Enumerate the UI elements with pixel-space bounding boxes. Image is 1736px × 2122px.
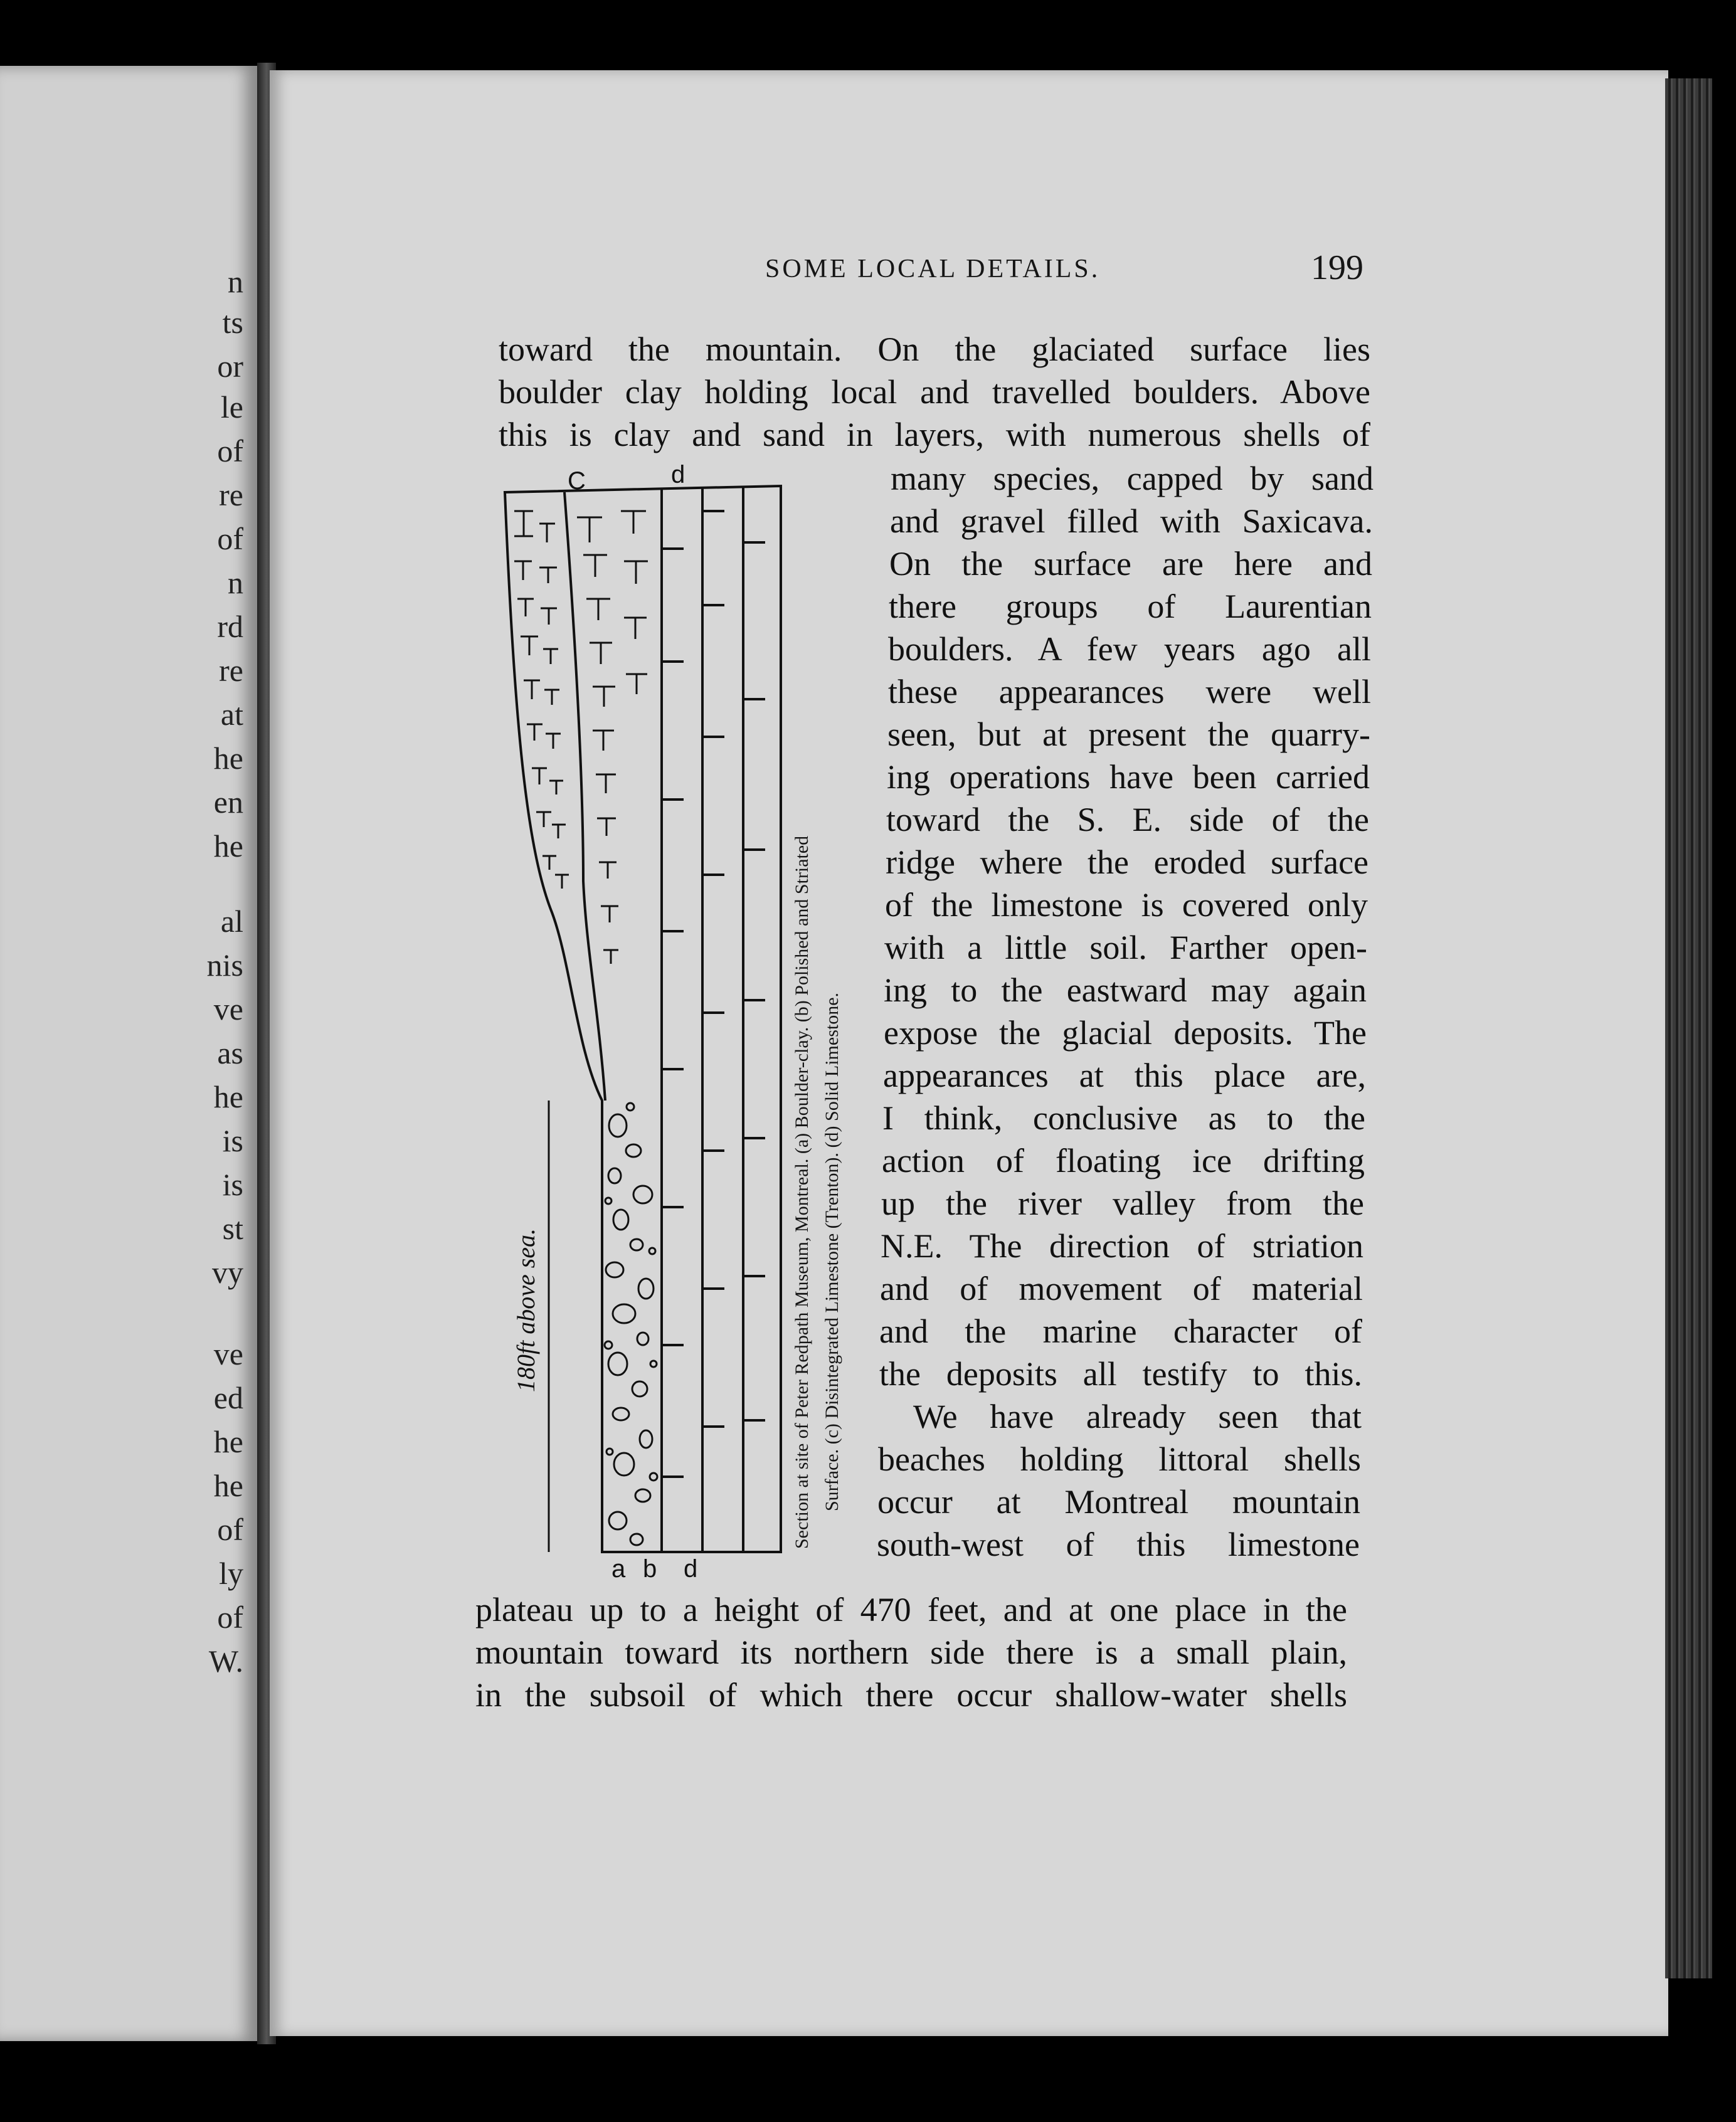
- body-line: ing to the eastward may again: [884, 971, 1367, 1009]
- left-page-fragment: is: [222, 1123, 243, 1158]
- body-line: seen, but at present the quarry-: [887, 715, 1370, 753]
- body-line: boulder clay holding local and travelled boulders. Above: [499, 373, 1370, 411]
- body-line: south-west of this limestone: [877, 1526, 1360, 1563]
- body-line: and of movement of material: [880, 1270, 1363, 1307]
- left-page-fragment: n: [228, 565, 243, 600]
- running-title: SOME LOCAL DETAILS.: [765, 255, 1101, 283]
- page-number: 199: [1311, 248, 1363, 287]
- left-page-fragment: ed: [213, 1380, 243, 1415]
- body-line: We have already seen that: [913, 1398, 1362, 1435]
- body-line: expose the glacial deposits. The: [884, 1014, 1367, 1052]
- left-page-fragment: ve: [213, 1336, 243, 1371]
- caption-line: Section at site of Peter Redpath Museum, Montreal. (a) Boulder-clay. (b) Polished and Striated: [791, 835, 812, 1549]
- left-page-fragment: at: [220, 697, 243, 732]
- left-page-fragment: en: [213, 784, 243, 820]
- figure-letter-b: b: [643, 1555, 657, 1583]
- figure-letter-c: C: [568, 467, 586, 495]
- body-line: N.E. The direction of striation: [881, 1227, 1363, 1265]
- body-line: occur at Montreal mountain: [877, 1483, 1360, 1521]
- left-page-fragment: or: [217, 349, 243, 384]
- left-page-fragment: he: [213, 1468, 243, 1503]
- figure-caption: [787, 470, 847, 1549]
- left-page-fragment: ve: [213, 991, 243, 1027]
- left-page-fragment: nis: [206, 948, 243, 983]
- body-line: in the subsoil of which there occur shallow-water shells: [475, 1676, 1347, 1714]
- body-line: many species, capped by sand: [891, 460, 1373, 497]
- left-page-fragment: he: [213, 1079, 243, 1114]
- body-line: toward the S. E. side of the: [886, 801, 1369, 838]
- left-page-fragment: vy: [212, 1255, 243, 1290]
- body-line: On the surface are here and: [889, 545, 1372, 583]
- body-line: appearances at this place are,: [883, 1057, 1366, 1094]
- body-line: these appearances were well: [888, 673, 1371, 710]
- figure-letter-d-bottom: d: [684, 1555, 698, 1583]
- sea-level-label: 180ft above sea.: [512, 1228, 540, 1392]
- figure-letter-d-top: d: [671, 461, 685, 488]
- left-page-fragment: re: [219, 477, 243, 512]
- left-page-fragment: he: [213, 1424, 243, 1459]
- page-edges: [1665, 78, 1712, 1978]
- left-page-fragment: re: [219, 653, 243, 688]
- left-page-fragment: st: [222, 1211, 243, 1246]
- left-page-fragment: le: [220, 389, 243, 425]
- caption-line: Surface. (c) Disintegrated Limestone (Trenton). (d) Solid Limestone.: [822, 992, 842, 1511]
- body-line: up the river valley from the: [881, 1185, 1364, 1222]
- body-line: ing operations have been carried: [887, 758, 1370, 796]
- left-page-fragment: al: [220, 904, 243, 939]
- body-line: I think, conclusive as to the: [882, 1099, 1365, 1137]
- figure-letter-a: a: [611, 1555, 626, 1583]
- body-line: there groups of Laurentian: [889, 588, 1372, 625]
- left-page-edge: [0, 66, 257, 2041]
- body-line: the deposits all testify to this.: [879, 1355, 1362, 1393]
- left-page-fragment: of: [217, 433, 243, 468]
- left-page-fragment: rd: [217, 609, 243, 644]
- left-page-fragment: of: [217, 521, 243, 556]
- body-line: beaches holding littoral shells: [878, 1440, 1361, 1478]
- left-page-fragment: n: [228, 264, 243, 299]
- left-page-fragment: he: [213, 828, 243, 863]
- body-line: with a little soil. Farther open-: [884, 929, 1367, 966]
- body-line: action of floating ice drifting: [882, 1142, 1365, 1180]
- body-line: ridge where the eroded surface: [886, 843, 1368, 881]
- left-page-fragment: ly: [219, 1556, 243, 1591]
- left-page-fragment: as: [217, 1035, 243, 1070]
- body-line: boulders. A few years ago all: [888, 630, 1371, 668]
- body-line: plateau up to a height of 470 feet, and at one place in the: [475, 1591, 1347, 1628]
- left-page-fragment: he: [213, 741, 243, 776]
- left-page-fragment: ts: [222, 305, 243, 340]
- body-line: of the limestone is covered only: [885, 886, 1368, 924]
- body-line: this is clay and sand in layers, with numerous shells of: [499, 416, 1370, 453]
- left-page-fragment: of: [217, 1512, 243, 1547]
- left-page-fragment: of: [217, 1600, 243, 1635]
- body-line: toward the mountain. On the glaciated surface lies: [499, 330, 1370, 368]
- body-line: mountain toward its northern side there is a small plain,: [475, 1634, 1347, 1671]
- body-line: and gravel filled with Saxicava.: [890, 502, 1373, 540]
- left-page-fragment: is: [222, 1167, 243, 1202]
- body-line: and the marine character of: [879, 1312, 1362, 1350]
- left-page-fragment: W.: [208, 1644, 243, 1679]
